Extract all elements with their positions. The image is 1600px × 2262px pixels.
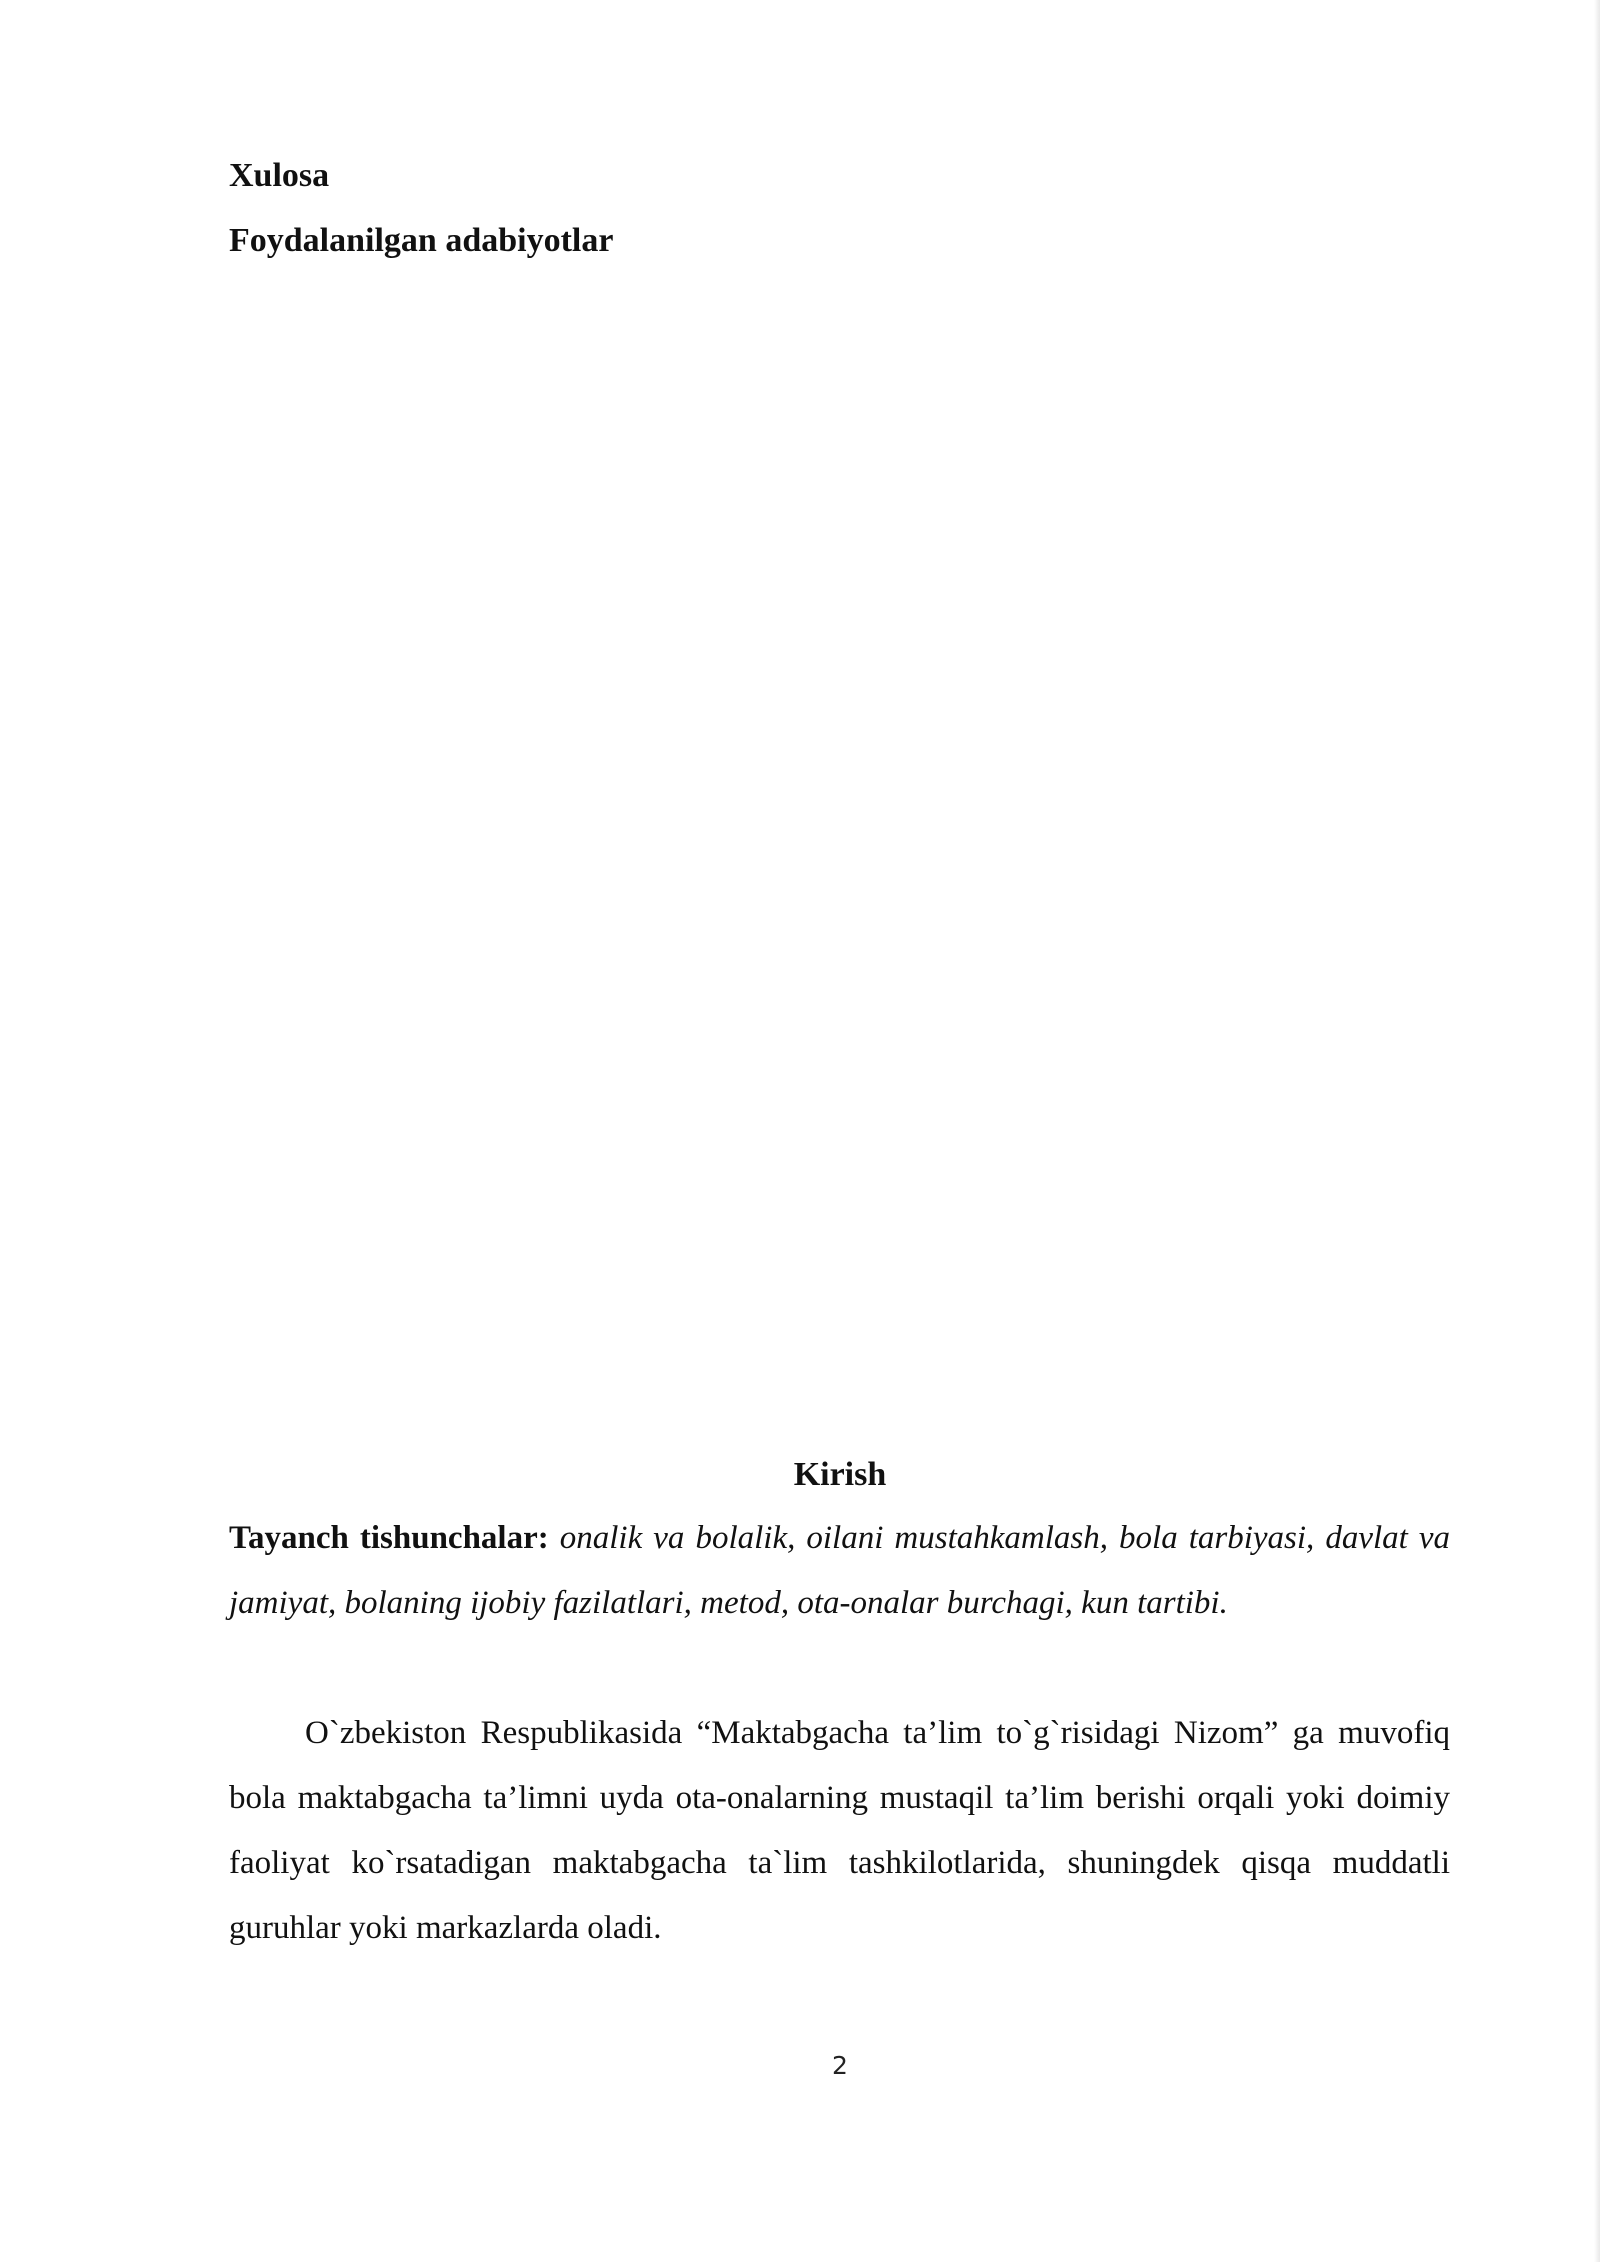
body-paragraph: O`zbekiston Respublikasida “Maktabgacha ta’lim to`g`risidagi Nizom” ga muvofiq bola maktabgacha ta’limni uyda ota-onalarning mustaqil ta’lim berishi orqali yoki doimiy faoliyat ko`rsatadigan maktabgacha ta`lim tashkilotlarida, shuningdek qisqa muddatli guruhlar yoki markazlarda oladi. — [229, 1715, 1450, 1946]
keywords-text: onalik va bolalik, oilani mustahkamlash, bola tarbiyasi, davlat va jamiyat, bolaning ijobiy fazilatlari, metod, ota-onalar burchagi, kun tartibi. — [229, 1520, 1450, 1621]
page-number: 2 — [832, 2051, 848, 2080]
toc-item-foydalanilgan-adabiyotlar: Foydalanilgan adabiyotlar — [229, 222, 614, 259]
keywords-block — [229, 1506, 1450, 1636]
body-paragraph-block — [229, 1701, 1450, 1961]
toc-item-xulosa: Xulosa — [229, 157, 330, 194]
page-edge-shadow — [1594, 0, 1600, 2262]
keywords-label: Tayanch tishunchalar: — [229, 1520, 549, 1556]
section-title: Kirish — [793, 1456, 887, 1493]
